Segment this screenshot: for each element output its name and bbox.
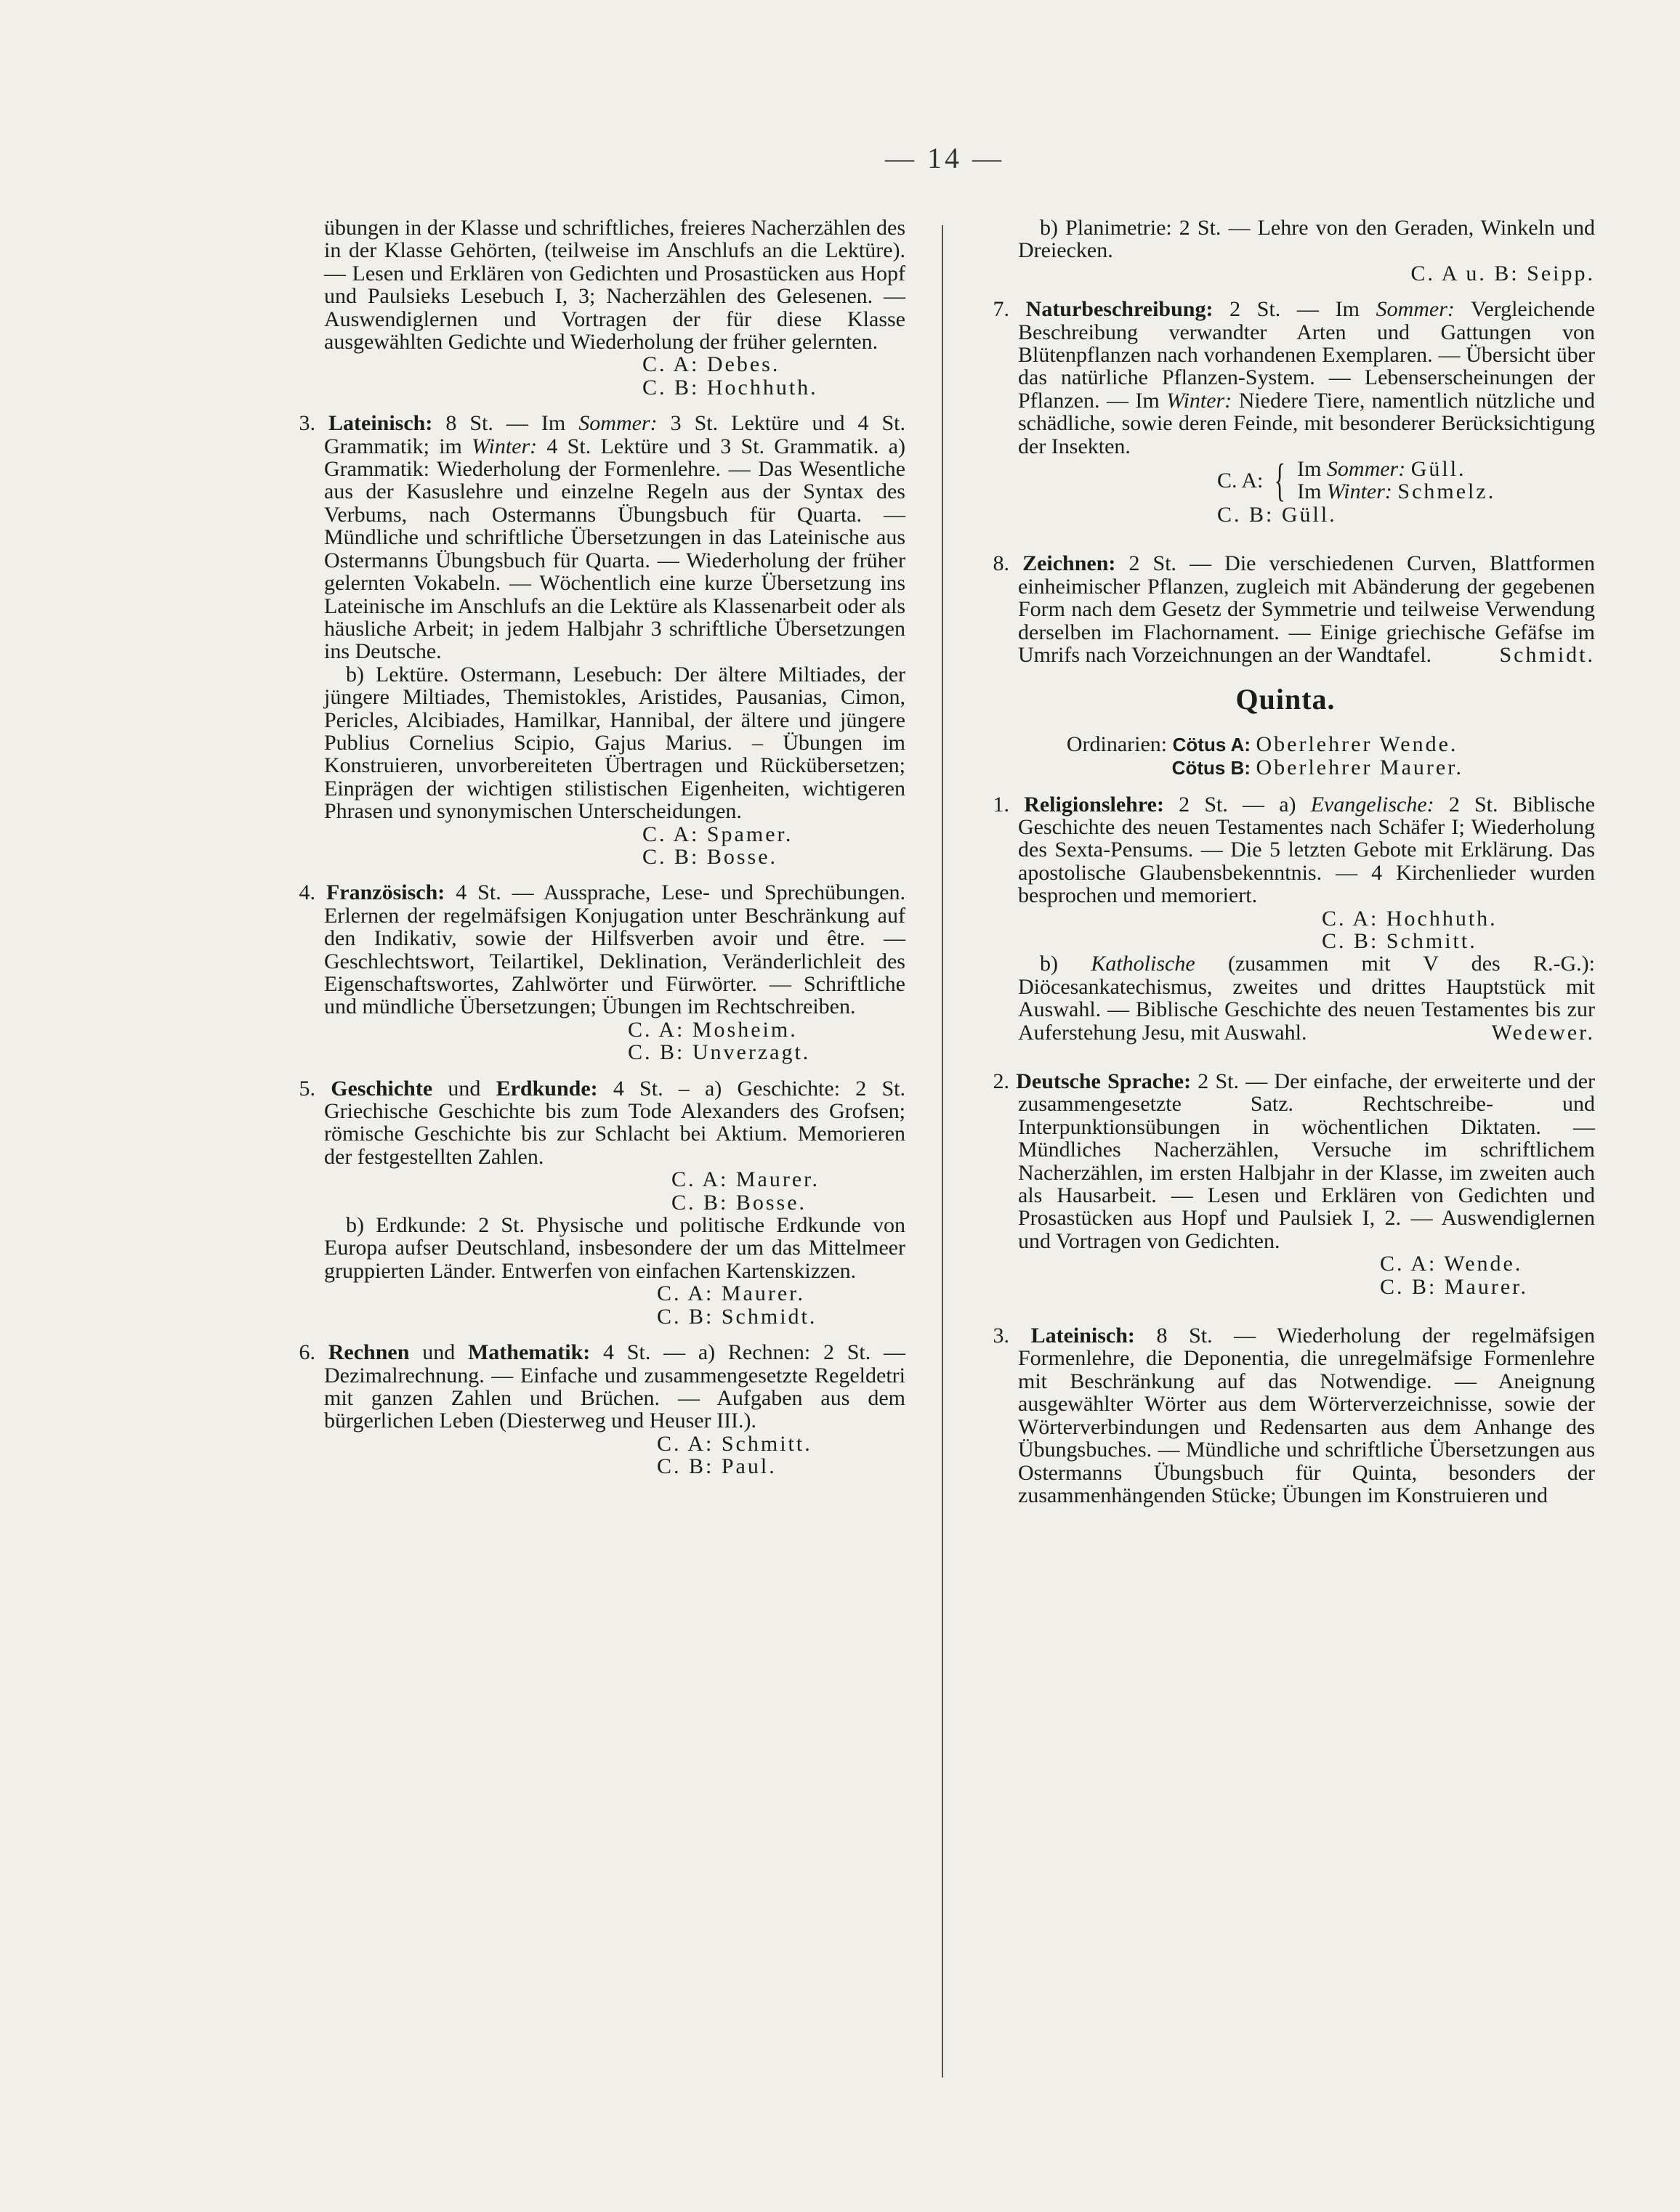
signature-b: C. B: Unverzagt. <box>628 1040 811 1065</box>
text: und <box>422 1340 456 1365</box>
signature-a: C. A: Spamer. <box>642 822 793 846</box>
geschichte-paragraph <box>299 1076 906 1169</box>
left-column <box>282 216 905 1478</box>
section-latein <box>282 412 905 868</box>
item-number: 6. <box>299 1340 315 1365</box>
coetus-label: Cötus A: <box>1172 733 1251 755</box>
text: b) <box>1040 952 1058 976</box>
item-number: 7. <box>993 297 1009 322</box>
emphasis: Evangelische: <box>1310 792 1434 817</box>
signature-b: C. B: Bosse. <box>642 844 778 869</box>
subject-title: Rechnen <box>328 1340 410 1365</box>
signature-b: C. B: Hochhuth. <box>642 375 818 400</box>
text: Ordinarien: <box>1066 732 1168 756</box>
text: 3 St. Lektüre und 4 St. Grammatik; im <box>324 411 905 458</box>
text: 4 St. Lektüre und 3 St. Grammatik. a) Grammatik: Wiederholung der Formenlehre. — Das Wesentliche aus der Kasuslehre und einzelne Regeln aus der Syntax des Verbums, nach Ostermanns Übungsbuch für Quarta. — Mündliche und schriftliche Übersetzungen in das Lateinische aus Ostermanns Übungsbuch für Quarta. — Wiederholung der früher gelernten Vokabeln. — Wöchentlich eine kurze Übersetzung ins Lateinische im Anschlufs an die Lektüre als Klassenarbeit oder als häusliche Arbeit; in jedem Halbjahr 3 schriftliche Übersetzungen ins Deutsche. <box>324 434 905 664</box>
signature-a: C. A: Schmitt. <box>657 1431 812 1456</box>
subject-title: Deutsche Sprache: <box>1016 1069 1192 1093</box>
text: 4 St. — Aussprache, Lese- und Sprechübungen. Erlernen der regelmäfsigen Konjugation unter Beschränkung auf den Indikativ, sowie der Hilfsverben avoir und être. — Geschlechtswort, Teilartikel, Deklination, Veränderlichleit des Eigenschaftswortes, Zahlwörter und Fürwörter. — Schriftliche und mündliche Übersetzungen; Übungen im Rechtschreiben. <box>324 880 905 1019</box>
text: Im <box>1297 479 1322 504</box>
katholisch-paragraph <box>1018 952 1595 1044</box>
emphasis: Sommer: <box>578 411 658 436</box>
ordinarien-a <box>976 733 1595 756</box>
subject-title: Zeichnen: <box>1022 551 1116 576</box>
rechnen-paragraph <box>299 1340 906 1433</box>
signature-b: C. B: Schmitt. <box>1322 928 1477 953</box>
latein-paragraph <box>299 411 905 664</box>
signature-b: C. B: Güll. <box>1217 502 1337 527</box>
item-number: 1. <box>993 792 1009 817</box>
ordinarien-label <box>1040 733 1251 756</box>
signature-a: C. A: Maurer. <box>671 1167 820 1192</box>
section-planimetrie <box>976 216 1595 285</box>
text: 8 St. — Wiederholung der regelmäfsigen Formenlehre, die Deponentia, die unregelmäfsige Formenlehre mit Beschränkung auf das Notwendige. — Aneignung ausgewählter Wörter aus dem Wörterverzeichnisse, sowie der Wörterverbindungen und Redensarten aus dem Anhange des Übungsbuches. — Mündliche und schriftliche Übersetzungen aus Ostermanns Übungsbuch für Quinta, besonders der zusammenhängenden Stücke; Übungen im Konstruieren und <box>1018 1324 1595 1507</box>
signature: Wedewer. <box>1491 1020 1595 1045</box>
natur-signature-brace <box>1018 454 1595 506</box>
signature: Schmidt. <box>1499 642 1595 667</box>
text: 2 St. Biblische Geschichte des neuen Testamentes nach Schäfer I; Wiederholung des Sexta-Pensums. — Die 5 letzten Gebote mit Erklärung. Das apostolische Glaubensbekenntnis. — 4 Kirchenlieder wurden besprochen und memoriert. <box>1018 792 1596 908</box>
text: 2 St. — Die verschiedenen Curven, Blattformen einheimischer Pflanzen, zugleich mit Abänderung der gegebenen Form nach dem Gesetz der Symmetrie und teilweise Verwendung derselben im Flachornament. — Einige griechische Gefäfse im Umrifs nach Vorzeichnungen an der Wandtafel. <box>1018 551 1595 667</box>
deutsch-paragraph <box>993 1069 1596 1253</box>
item-number: 8. <box>993 551 1009 576</box>
signature-a: C. A: Hochhuth. <box>1322 906 1498 931</box>
section-heading: Quinta. <box>1235 683 1336 716</box>
coetus-label: Cötus B: <box>1171 757 1251 779</box>
franz-paragraph <box>299 880 905 1019</box>
item-number: 4. <box>299 880 315 905</box>
section-geschichte <box>282 1077 905 1328</box>
ordinarius-name: Oberlehrer Maurer. <box>1256 755 1464 780</box>
subject-title: Französisch: <box>326 880 445 905</box>
signature-label: C. A: <box>1217 468 1264 493</box>
emphasis: Winter: <box>1326 479 1392 504</box>
signature-b: C. B: Schmidt. <box>657 1304 817 1329</box>
section-rechnen <box>282 1341 905 1478</box>
deutsch-continuation <box>282 216 905 399</box>
subject-title: Geschichte <box>331 1076 433 1101</box>
subject-title: Religionslehre: <box>1024 792 1164 817</box>
ordinarien-label <box>1040 756 1251 779</box>
section-latein-quinta <box>976 1324 1595 1507</box>
emphasis: Winter: <box>1166 388 1232 413</box>
signature-b: C. B: Bosse. <box>671 1190 807 1215</box>
natur-paragraph <box>993 297 1596 458</box>
signature-a: C. A: Maurer. <box>657 1281 805 1306</box>
emphasis: Winter: <box>472 434 538 458</box>
text: 4 St. — a) Rechnen: 2 St. — Dezimalrechnung. — Einfache und zusammengesetzte Regeldetri mit ganzen Zahlen und Brüchen. — Aufgaben aus dem bürgerlichen Leben (Diesterweg und Heuser III.). <box>324 1340 906 1433</box>
erdkunde-paragraph: b) Erdkunde: 2 St. Physische und politische Erdkunde von Europa aufser Deutschland, insbesondere der um das Mittelmeer gruppierten Länder. Entwerfen von einfachen Kartenskizzen. <box>324 1213 905 1283</box>
text: 2 St. — Der einfache, der erweiterte und der zusammengesetzte Satz. Rechtschreibe- und Interpunktionsübungen in wöchentlichen Diktaten. — Mündliches Nacherzählen, Versuche im schriftlichem Nacherzählen, im ersten Halbjahr in der Klasse, im zweiten auch als Hausarbeit. — Lesen und Erklären von Gedichten und Prosastücken aus Hopf und Paulsiek I, 2. — Auswendiglernen und Vortragen von Gedichten. <box>1018 1069 1596 1253</box>
text: und <box>448 1076 481 1101</box>
planimetrie-paragraph: b) Planimetrie: 2 St. — Lehre von den Geraden, Winkeln und Dreiecken. <box>1018 216 1595 263</box>
ordinarien-b <box>976 756 1595 779</box>
section-natur <box>976 298 1595 526</box>
signature: C. A u. B: Seipp. <box>1410 261 1595 285</box>
section-franzoesisch <box>282 881 905 1064</box>
brace-glyph: { <box>1275 454 1286 506</box>
signature-name: Schmelz. <box>1397 479 1496 504</box>
item-number: 3. <box>993 1324 1009 1348</box>
subject-title: Erdkunde: <box>496 1076 598 1101</box>
emphasis: Sommer: <box>1376 297 1455 322</box>
text: 4 St. – a) Geschichte: 2 St. Griechische Geschichte bis zum Tode Alexanders des Grofsen; römische Geschichte bis zur Schlacht bei Aktium. Memorieren der festgestellten Zahlen. <box>324 1076 906 1169</box>
signature-b: C. B: Maurer. <box>1380 1274 1528 1299</box>
subject-title: Lateinisch: <box>328 411 433 436</box>
item-number: 2. <box>993 1069 1009 1093</box>
emphasis: Katholische <box>1091 952 1195 976</box>
text: 8 St. — Im <box>445 411 566 436</box>
subject-title: Naturbeschreibung: <box>1025 297 1213 322</box>
emphasis: Sommer: <box>1326 457 1406 482</box>
signature-a: C. A: Mosheim. <box>628 1017 798 1042</box>
text: (zusammen mit V des R.-G.): Diöcesankatechismus, zweites und drittes Hauptstück mit Auswahl. — Biblische Geschichte des neuen Testamentes bis zur Auferstehung Jesu, mit Auswahl. <box>1018 952 1596 1045</box>
latein-lektuere: b) Lektüre. Ostermann, Lesebuch: Der ältere Miltiades, der jüngere Miltiades, Themistokles, Aristides, Pausanias, Cimon, Pericles, Alcibiades, Hamilkar, Hannibal, der ältere und jüngere Publius Cornelius Scipio, Gajus Marius. – Übungen im Konstruieren, unvorbereiteten Übertragen und Rückübersetzen; Einprägen der wichtigen stilistischen Eigenheiten, wichtigeren Phrasen und synonymischen Unterscheidungen. <box>324 662 905 824</box>
section-zeichnen <box>976 552 1595 666</box>
text: Im <box>1297 457 1322 482</box>
signature-a: C. A: Wende. <box>1380 1252 1523 1276</box>
text: Niedere Tiere, namentlich nützliche und schädliche, sowie deren Feinde, mit besonderer Berücksichtigung der Insekten. <box>1018 388 1596 458</box>
item-number: 3. <box>299 411 315 436</box>
column-divider <box>942 225 943 2078</box>
subject-title: Lateinisch: <box>1030 1324 1135 1348</box>
text: 2 St. — Im <box>1229 297 1360 322</box>
zeichnen-paragraph <box>993 551 1595 667</box>
right-column <box>976 216 1595 1507</box>
subject-title: Mathematik: <box>467 1340 591 1365</box>
text: 2 St. — a) <box>1179 792 1296 817</box>
text: Vergleichende Beschreibung verwandter Arten und Gattungen von Blütenpflanzen nach vorhandenen Exemplaren. — Übersicht über das natürliche Pflanzen-System. — Lebenserscheinungen der Pflanzen. — Im <box>1018 297 1596 413</box>
religion-paragraph <box>993 792 1596 908</box>
item-number: 5. <box>299 1076 315 1101</box>
latein-quinta-paragraph <box>993 1324 1595 1507</box>
ordinarius-name: Oberlehrer Wende. <box>1256 732 1458 756</box>
section-deutsch <box>976 1070 1595 1298</box>
page-number: — 14 — <box>885 142 1004 174</box>
signature-b: C. B: Paul. <box>657 1454 777 1479</box>
intro-paragraph: übungen in der Klasse und schriftliches, freieres Nacherzählen des in der Klasse Gehörten, (teilweise im Anschlufs an die Lektüre). — Lesen und Erklären von Gedichten und Prosastücken aus Hopf und Paulsieks Lesebuch I, 3; Nacherzählen des Gelesenen. — Auswendiglernen und Vortragen der für diese Klasse ausgewählten Gedichte und Wiederholung der früher gelernten. <box>324 216 905 355</box>
signature-a: C. A: Debes. <box>642 352 780 377</box>
signature-name: Güll. <box>1410 457 1466 482</box>
section-religion <box>976 793 1595 1044</box>
brace-lines <box>1297 458 1495 503</box>
